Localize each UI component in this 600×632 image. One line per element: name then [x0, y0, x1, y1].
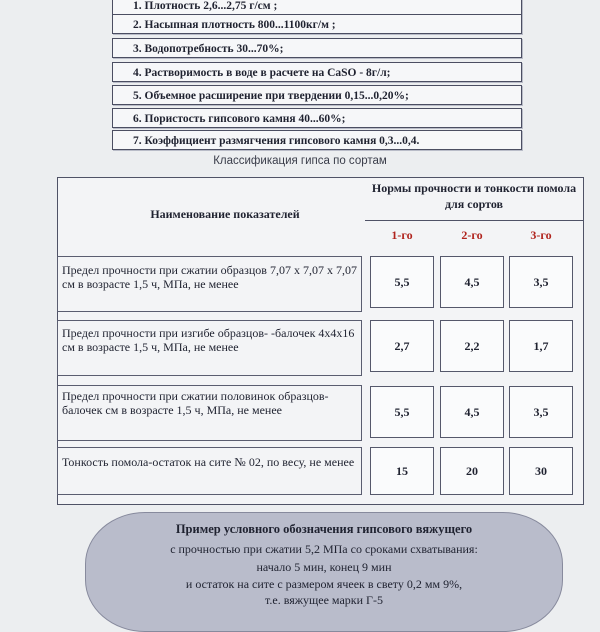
table-cell: 3,5 — [509, 386, 573, 438]
table-cell: 4,5 — [440, 256, 504, 308]
property-water-demand: 3. Водопотребность 30...70%; — [112, 38, 522, 58]
table-cell: 4,5 — [440, 386, 504, 438]
row-label: Предел прочности при сжатии половинок образцов-балочек см в возрасте 1,5 ч, МПа, не менее — [62, 389, 329, 417]
row-label: Тонкость помола-остаток на сите № 02, по весу, не менее — [62, 455, 355, 469]
table-cell: 20 — [440, 447, 504, 495]
header-divider — [365, 220, 583, 221]
property-bulk-density: 2. Насыпная плотность 800...1100кг/м ; — [112, 14, 522, 34]
table-caption: Классификация гипса по сортам — [213, 155, 387, 167]
example-line: т.е. вяжущее марки Г-5 — [265, 593, 383, 607]
property-volume-expansion: 5. Объемное расширение при твердении 0,15...0,20%; — [112, 85, 522, 105]
example-title: Пример условного обозначения гипсового вяжущего — [175, 522, 473, 536]
property-softening-coefficient: 7. Коэффициент размягчения гипсового камня 0,3...0,4. — [112, 130, 522, 150]
table-cell: 2,7 — [370, 320, 434, 372]
grade-1-header: 1-го — [391, 228, 413, 242]
row-label: Предел прочности при сжатии образцов 7,07 х 7,07 х 7,07 см в возрасте 1,5 ч, МПа, не менее — [62, 263, 357, 291]
example-line: с прочностью при сжатии 5,2 МПа со сроками схватывания: — [170, 542, 478, 556]
grade-3-header: 3-го — [530, 228, 552, 242]
column-header-name: Наименование показателей — [150, 206, 300, 221]
table-cell: 30 — [509, 447, 573, 495]
column-header-norms: Нормы прочности и тонкости помола для сортов — [371, 181, 577, 211]
table-cell: 15 — [370, 447, 434, 495]
property-porosity: 6. Пористость гипсового камня 40...60%; — [112, 108, 522, 128]
table-cell: 5,5 — [370, 386, 434, 438]
table-cell: 1,7 — [509, 320, 573, 372]
example-line: и остаток на сите с размером ячеек в свету 0,2 мм 9%, — [185, 577, 463, 591]
grade-2-header: 2-го — [461, 228, 483, 242]
table-cell: 3,5 — [509, 256, 573, 308]
property-solubility: 4. Растворимость в воде в расчете на CaSO - 8г/л; — [112, 62, 522, 82]
row-label: Предел прочности при изгибе образцов- -балочек 4х4х16 см в возрасте 1,5 ч, МПа, не менее — [62, 326, 355, 354]
table-cell: 2,2 — [440, 320, 504, 372]
table-cell: 5,5 — [370, 256, 434, 308]
property-density: 1. Плотность 2,6...2,75 г/см ; — [112, 0, 522, 15]
example-line: начало 5 мин, конец 9 мин — [256, 560, 392, 574]
